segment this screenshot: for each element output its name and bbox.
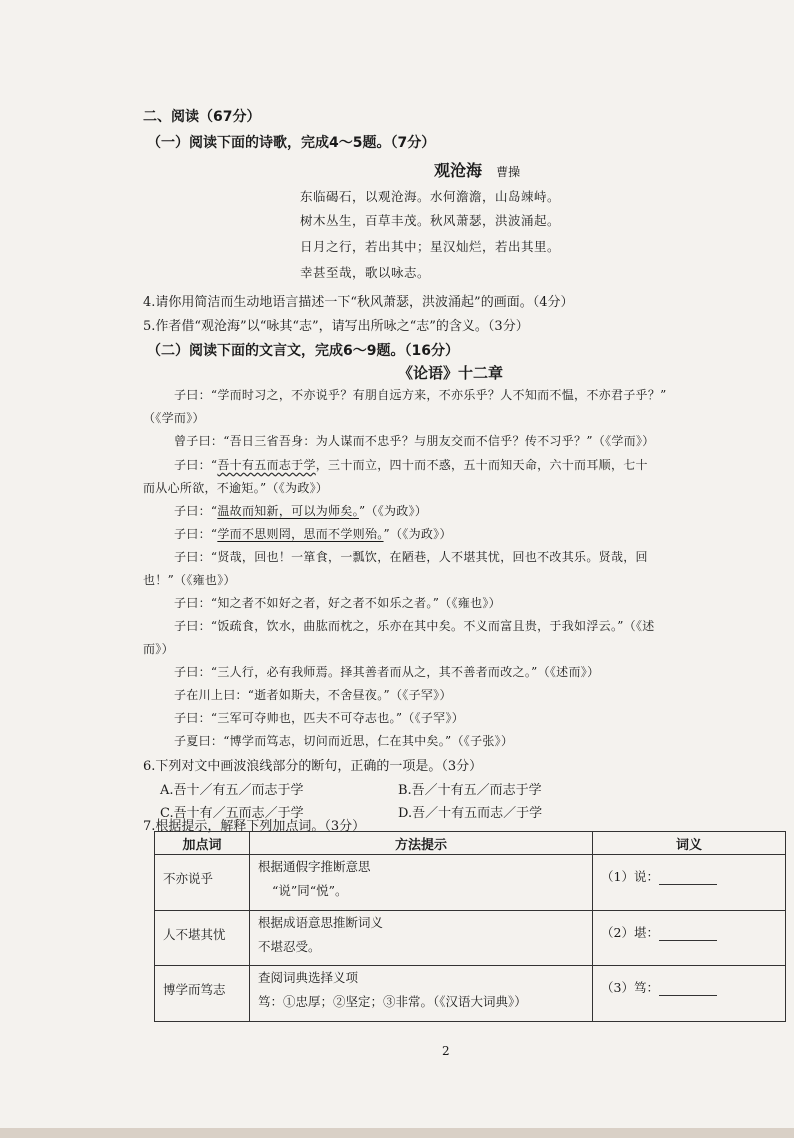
answer-label: （1）说：	[601, 869, 659, 884]
lunyu-line-5	[174, 525, 452, 542]
table-answer	[593, 910, 786, 966]
lunyu-line-3-cont: 而从心所欲，不逾矩。”（《为政》）	[143, 481, 329, 495]
section-title: 二、阅读（67分）	[143, 109, 261, 125]
question-7: 7.根据提示，解释下列加点词。（3分）	[143, 819, 366, 834]
lunyu-line-3-rest: ，三十而立，四十而不惑，五十而知天命，六十而耳顺，七十	[315, 458, 648, 472]
underlined-phrase: 温故而知新，可以为师矣。	[217, 504, 359, 518]
lunyu-line-3	[174, 456, 648, 473]
hint-detail: “说”同“悦”。	[272, 883, 348, 898]
poem-line: 幸甚至哉，歌以咏志。	[300, 265, 431, 280]
lunyu-line-9: 子曰：“三人行，必有我师焉。择其善者而从之，其不善者而改之。”（《述而》）	[174, 665, 600, 679]
poem-line: 日月之行，若出其中；星汉灿烂，若出其里。	[300, 239, 561, 254]
lunyu-line-6: 子曰：“贤哉，回也！一箪食，一瓢饮，在陋巷，人不堪其忧，回也不改其乐。贤哉，回	[174, 550, 648, 564]
poem-title: 观沧海	[434, 161, 483, 180]
lunyu-line-8: 子曰：“饭疏食，饮水，曲肱而枕之，乐亦在其中矣。不义而富且贵，于我如浮云。”（《述	[174, 619, 655, 633]
table-answer	[593, 966, 786, 1022]
answer-blank[interactable]	[659, 981, 717, 996]
table-row	[155, 855, 786, 911]
poem-title-block	[434, 158, 520, 181]
lunyu-line-4	[174, 502, 427, 519]
underlined-phrase: 学而不思则罔，思而不学则殆。	[217, 527, 384, 541]
page-number: 2	[442, 1044, 450, 1058]
header-hint: 方法提示	[250, 832, 593, 855]
hint-detail: 笃：①忠厚；②坚定；③非常。（《汉语大词典》）	[258, 994, 527, 1010]
question-5: 5.作者借“观沧海”以“咏其“志”，请写出所咏之“志”的含义。（3分）	[143, 319, 529, 334]
page-edge	[0, 1128, 794, 1138]
lunyu-line-7: 子曰：“知之者不如好之者，好之者不如乐之者。”（《雍也》）	[174, 596, 501, 610]
question-4: 4.请你用简洁而生动地语言描述一下“秋风萧瑟，洪波涌起”的画面。（4分）	[143, 295, 574, 310]
part1-heading: （一）阅读下面的诗歌，完成4～5题。（7分）	[147, 135, 436, 151]
lunyu-line-6-cont: 也！”（《雍也》）	[143, 573, 236, 587]
lunyu-line-5-open: 子曰：“	[174, 527, 218, 541]
hint-detail: 不堪忍受。	[258, 938, 321, 954]
option-b: B.吾／十有五／而志于学	[398, 783, 542, 798]
lunyu-line-2: 曾子曰：“吾日三省吾身：为人谋而不忠乎？与朋友交而不信乎？传不习乎？”（《学而》）	[174, 434, 655, 448]
poem-line: 树木丛生，百草丰茂。秋风萧瑟，洪波涌起。	[300, 213, 561, 228]
table-row	[155, 910, 786, 966]
answer-label: （3）笃：	[601, 980, 659, 996]
hint-method: 查阅词典选择义项	[258, 970, 359, 986]
lunyu-line-5-source: ”（《为政》）	[383, 527, 452, 541]
poem-line: 东临碣石，以观沧海。水何澹澹，山岛竦峙。	[300, 189, 561, 204]
vocab-table	[154, 831, 786, 1022]
lunyu-line-10: 子在川上曰：“逝者如斯夫，不舍昼夜。”（《子罕》）	[174, 688, 452, 702]
hint-method: 根据成语意思推断词义	[258, 914, 384, 930]
header-word: 加点词	[155, 832, 250, 855]
text-title: 《论语》十二章	[398, 364, 504, 382]
poem-author: 曹操	[496, 165, 521, 179]
answer-blank[interactable]	[659, 870, 717, 885]
lunyu-line-12: 子夏曰：“博学而笃志，切问而近思，仁在其中矣。”（《子张》）	[174, 734, 514, 748]
lunyu-line-4-open: 子曰：“	[174, 504, 218, 518]
lunyu-line-1: 子曰：“学而时习之，不亦说乎？有朋自远方来，不亦乐乎？人不知而不愠，不亦君子乎？”	[174, 388, 667, 402]
header-meaning: 词义	[593, 832, 786, 855]
answer-blank[interactable]	[659, 926, 717, 941]
answer-label: （2）堪：	[601, 924, 659, 940]
lunyu-line-8-cont: 而》）	[143, 642, 174, 656]
table-header-row	[155, 832, 786, 855]
option-a: A.吾十／有五／而志于学	[160, 783, 304, 798]
table-word: 不亦说乎	[155, 855, 250, 911]
table-word: 博学而笃志	[155, 966, 250, 1022]
question-6: 6.下列对文中画波浪线部分的断句，正确的一项是。（3分）	[143, 759, 483, 774]
table-hint	[250, 855, 593, 911]
hint-method: 根据通假字推断意思	[258, 859, 371, 874]
option-c: C.吾十有／五而志／于学	[160, 806, 304, 821]
wavy-underlined-phrase: 吾十有五而志于学	[217, 458, 316, 472]
lunyu-line-4-source: ”（《为政》）	[358, 504, 428, 518]
lunyu-line-11: 子曰：“三军可夺帅也，匹夫不可夺志也。”（《子罕》）	[174, 711, 465, 725]
table-answer	[593, 855, 786, 911]
part2-heading: （二）阅读下面的文言文，完成6～9题。（16分）	[147, 343, 459, 359]
table-row	[155, 966, 786, 1022]
table-hint	[250, 910, 593, 966]
option-d: D.吾／十有五而志／于学	[398, 806, 543, 821]
lunyu-line-1-source: （《学而》）	[143, 411, 205, 425]
table-word: 人不堪其忧	[155, 910, 250, 966]
table-hint	[250, 966, 593, 1022]
lunyu-line-3-open: 子曰：“	[174, 458, 218, 472]
